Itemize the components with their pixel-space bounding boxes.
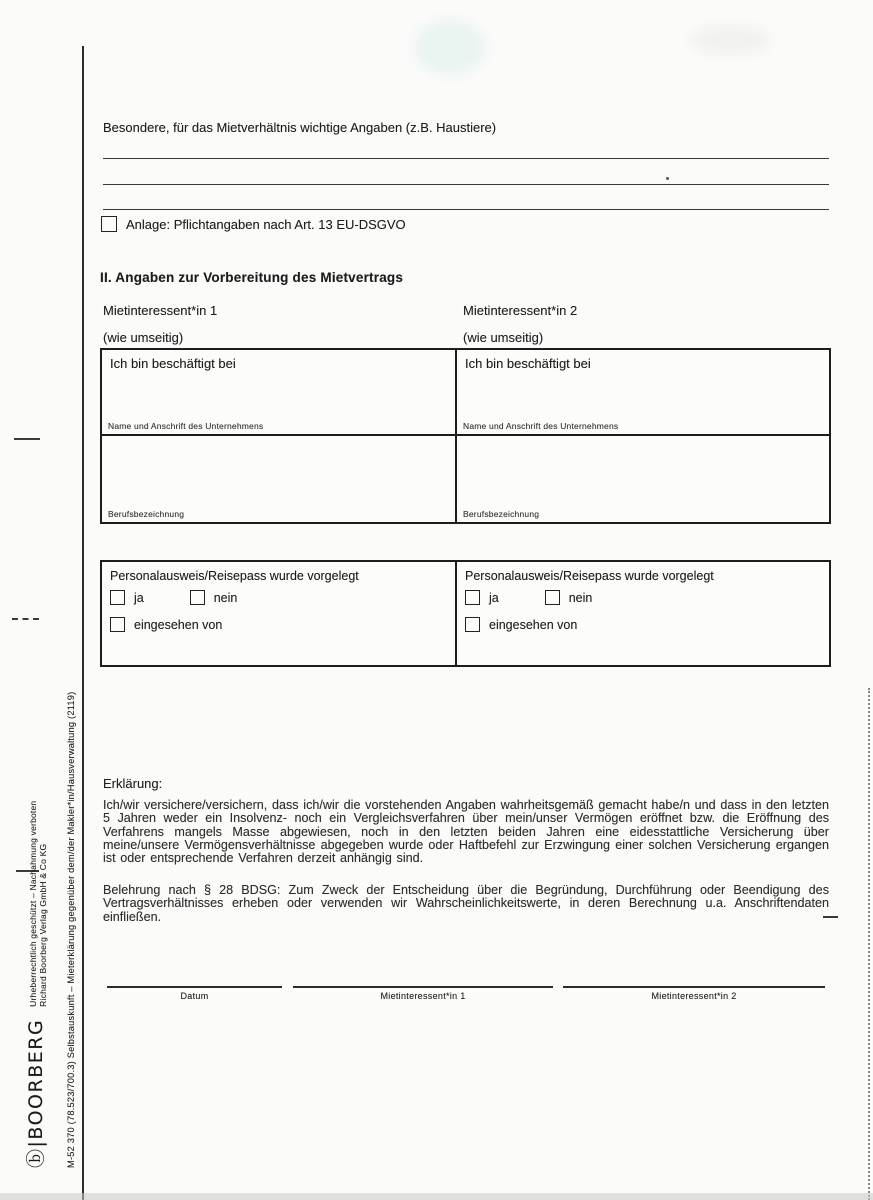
scan-stain — [690, 25, 770, 55]
ja-label: ja — [489, 590, 499, 605]
scan-speck — [666, 177, 669, 180]
publisher-logo: ⓑ|BOORBERG — [25, 1018, 47, 1168]
copyright-line-1: Urheberrechtlich geschützt – Nachahmung verboten — [28, 800, 38, 1007]
applicant-2-title: Mietinteressent*in 2 — [463, 303, 578, 318]
id-verification-title: Personalausweis/Reisepass wurde vorgelegt — [465, 569, 714, 583]
occupation-field-applicant-1[interactable] — [102, 436, 457, 522]
declaration-text: Ich/wir versichere/versichern, dass ich/wir die vorstehenden Angaben wahrheitsgemäß gemacht habe/n und dass in den letzten 5 Jahren weder ein Insolvenz- noch ein Vergleichsverfahren über mein/unser Vermögen eröffnet bzw. die Eröffnung des Verfahrens mangels Masse abgewiesen, noch in den letzten beiden Jahren eine eidesstattliche Versicherung über meine/unsere Vermögensverhältnisse abgegeben wurde oder Haftbefehl zur Erzwingung einer solchen Versicherung ergangen ist oder entsprechende Verfahren derzeit anhängig sind. — [103, 798, 829, 866]
page-edge-line — [82, 46, 84, 1200]
notes-writing-line-3[interactable] — [103, 209, 829, 210]
signature-label-applicant-1: Mietinteressent*in 1 — [380, 991, 466, 1001]
eingesehen-label: eingesehen von — [134, 617, 223, 632]
signature-line-applicant-2[interactable] — [563, 986, 825, 988]
id-verification-applicant-1 — [102, 562, 457, 665]
signature-field-applicant-1 — [293, 986, 553, 1001]
publisher-copyright — [28, 801, 48, 1007]
signature-field-applicant-2 — [563, 986, 825, 1001]
id-verification-applicant-2 — [457, 562, 829, 665]
anlage-checkbox[interactable] — [101, 216, 117, 232]
company-field-applicant-1[interactable] — [102, 350, 457, 436]
notes-writing-line-2[interactable] — [103, 184, 829, 185]
company-field-label: Name und Anschrift des Unternehmens — [463, 421, 619, 431]
scan-stain — [415, 20, 485, 75]
employed-at-label: Ich bin beschäftigt bei — [465, 356, 591, 371]
ja-label: ja — [134, 590, 144, 605]
employed-at-label: Ich bin beschäftigt bei — [110, 356, 236, 371]
nein-label: nein — [213, 590, 238, 605]
signature-line-datum[interactable] — [107, 986, 282, 988]
nein-checkbox-applicant-1[interactable] — [190, 590, 205, 605]
occupation-field-applicant-2[interactable] — [457, 436, 829, 522]
eingesehen-label: eingesehen von — [489, 617, 578, 632]
signature-label-applicant-2: Mietinteressent*in 2 — [651, 991, 737, 1001]
nein-label: nein — [568, 590, 593, 605]
belehrung-text: Belehrung nach § 28 BDSG: Zum Zweck der Entscheidung über die Begründung, Durchführung oder Beendigung des Vertragsverhältnisses erheben oder verwenden wir Wahrscheinlichkeitswerte, in deren Berechnung u.a. Anschriftendaten einfließen. — [103, 883, 829, 924]
applicant-2-subtitle: (wie umseitig) — [463, 330, 544, 345]
applicant-1-subtitle: (wie umseitig) — [103, 330, 184, 345]
notes-section-label: Besondere, für das Mietverhältnis wichtige Angaben (z.B. Haustiere) — [103, 120, 497, 135]
scan-artifact-band — [0, 1193, 873, 1200]
declaration-heading: Erklärung: — [103, 776, 163, 791]
company-field-applicant-2[interactable] — [457, 350, 829, 436]
company-field-label: Name und Anschrift des Unternehmens — [108, 421, 264, 431]
notes-writing-line-1[interactable] — [103, 158, 829, 159]
eingesehen-checkbox-applicant-1[interactable] — [110, 617, 125, 632]
occupation-field-label: Berufsbezeichnung — [463, 509, 540, 519]
anlage-label: Anlage: Pflichtangaben nach Art. 13 EU-DSGVO — [126, 216, 406, 232]
occupation-field-label: Berufsbezeichnung — [108, 509, 185, 519]
id-verification-title: Personalausweis/Reisepass wurde vorgelegt — [110, 569, 359, 583]
ja-checkbox-applicant-1[interactable] — [110, 590, 125, 605]
nein-checkbox-applicant-2[interactable] — [545, 590, 560, 605]
section2-heading: II. Angaben zur Vorbereitung des Mietvertrags — [100, 270, 404, 285]
publisher-strip — [26, 688, 76, 1168]
publisher-row — [26, 688, 48, 1168]
eingesehen-checkbox-applicant-2[interactable] — [465, 617, 480, 632]
copyright-line-2: Richard Boorberg Verlag GmbH & Co KG — [38, 843, 48, 1007]
employment-table — [100, 348, 831, 524]
signature-line-applicant-1[interactable] — [293, 986, 553, 988]
fold-mark — [14, 438, 40, 440]
attachment-row — [101, 216, 406, 232]
applicant-1-title: Mietinteressent*in 1 — [103, 303, 218, 318]
scan-artifact-line — [868, 688, 870, 1200]
form-order-info: M-52 370 (78.523/700.3) Selbstauskunft – Mieterklärung gegenüber dem/der Makler*in/Hausverwaltung (2119) — [66, 691, 76, 1168]
signature-field-datum — [107, 986, 282, 1001]
signature-label-datum: Datum — [180, 991, 209, 1001]
id-verification-table — [100, 560, 831, 667]
fold-mark — [12, 618, 39, 620]
ja-checkbox-applicant-2[interactable] — [465, 590, 480, 605]
